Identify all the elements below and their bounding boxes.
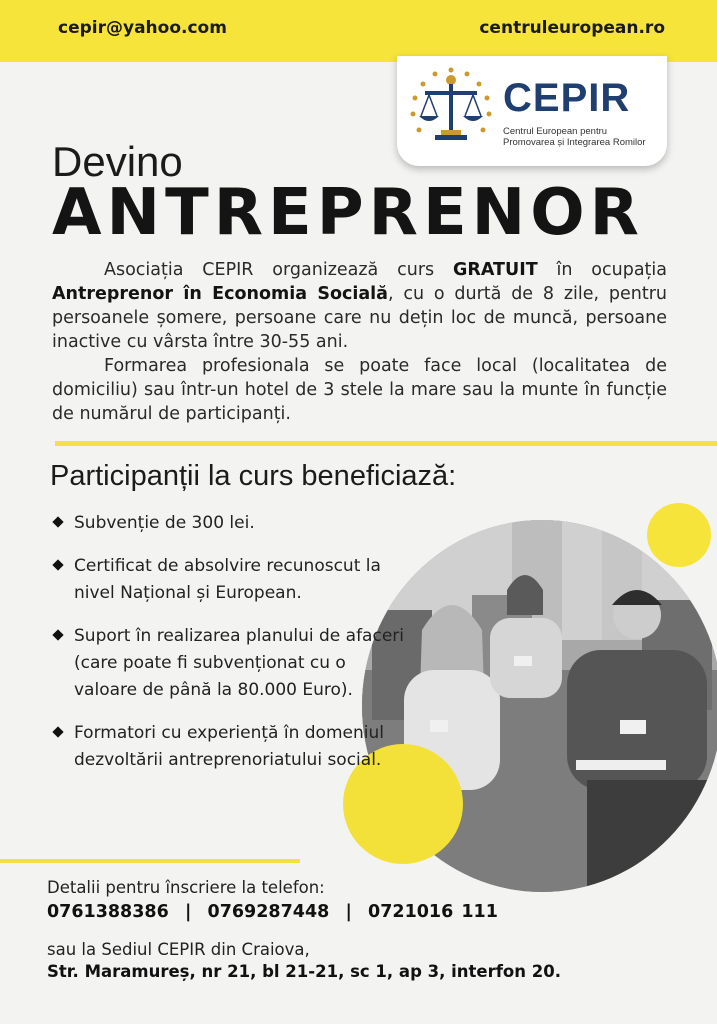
- benefit-item: [52, 720, 412, 774]
- benefits-heading: Participanții la curs beneficiază:: [50, 460, 457, 492]
- logo-subtitle-line2: Promovarea și Integrarea Romilor: [503, 137, 646, 148]
- logo-subtitle: [503, 126, 646, 148]
- divider-yellow: [55, 441, 717, 446]
- intro-p1-bold-free: GRATUIT: [453, 260, 538, 280]
- benefit-text: Certificat de absolvire recunoscut la nivel Național și European.: [74, 556, 381, 603]
- contact-label: Detalii pentru înscriere la telefon:: [47, 878, 325, 897]
- benefit-text: Formatori cu experiență în domeniul dezvoltării antreprenoriatului social.: [74, 723, 384, 770]
- logo-wordmark: CEPIR: [503, 76, 631, 120]
- intro-p1-after: , cu o durtă de 8 zile, pentru persoanele șomere, persoane care nu dețin loc de muncă, persoane inactive cu vârsta între 30-55 ani.: [52, 284, 667, 352]
- intro-p1-before: Asociația CEPIR organizează curs: [104, 260, 454, 280]
- diamond-bullet-icon: [52, 516, 63, 527]
- website-link[interactable]: centruleuropean.ro: [479, 18, 665, 38]
- intro-p1-bold-occupation: Antreprenor în Economia Socială: [52, 284, 388, 304]
- intro-paragraph-1: [52, 258, 667, 354]
- diamond-bullet-icon: [52, 726, 63, 737]
- office-label: sau la Sediul CEPIR din Craiova,: [47, 940, 310, 959]
- title-small: Devino: [52, 138, 183, 185]
- benefit-item: [52, 553, 412, 607]
- divider-yellow-bottom: [0, 859, 300, 863]
- scales-of-justice-icon: [405, 64, 497, 156]
- diamond-bullet-icon: [52, 629, 63, 640]
- intro-paragraph-2: Formarea profesionala se poate face local (localitatea de domiciliu) sau într-un hotel de 3 stele la mare sau la munte în funcție de numărul de participanți.: [52, 356, 667, 424]
- email-link[interactable]: cepir@yahoo.com: [58, 18, 227, 38]
- benefit-item: [52, 510, 412, 537]
- decor-circle-small: [647, 503, 711, 567]
- logo-card: [397, 56, 667, 166]
- diamond-bullet-icon: [52, 559, 63, 570]
- intro-p1-mid: în ocupația: [537, 260, 668, 280]
- logo-subtitle-line1: Centrul European pentru: [503, 126, 608, 137]
- benefit-item: [52, 623, 412, 704]
- phone-numbers[interactable]: 0761388386 | 0769287448 | 0721016 111: [47, 902, 498, 922]
- benefits-list: [52, 510, 412, 790]
- office-address: Str. Maramureș, nr 21, bl 21-21, sc 1, ap 3, interfon 20.: [47, 962, 561, 981]
- benefit-text: Suport în realizarea planului de afaceri (care poate fi subvenționat cu o valoare de până la 80.000 Euro).: [74, 626, 404, 700]
- intro-text: [52, 258, 667, 426]
- benefit-text: Subvenție de 300 lei.: [74, 513, 255, 533]
- title-big: ANTREPRENOR: [52, 176, 644, 250]
